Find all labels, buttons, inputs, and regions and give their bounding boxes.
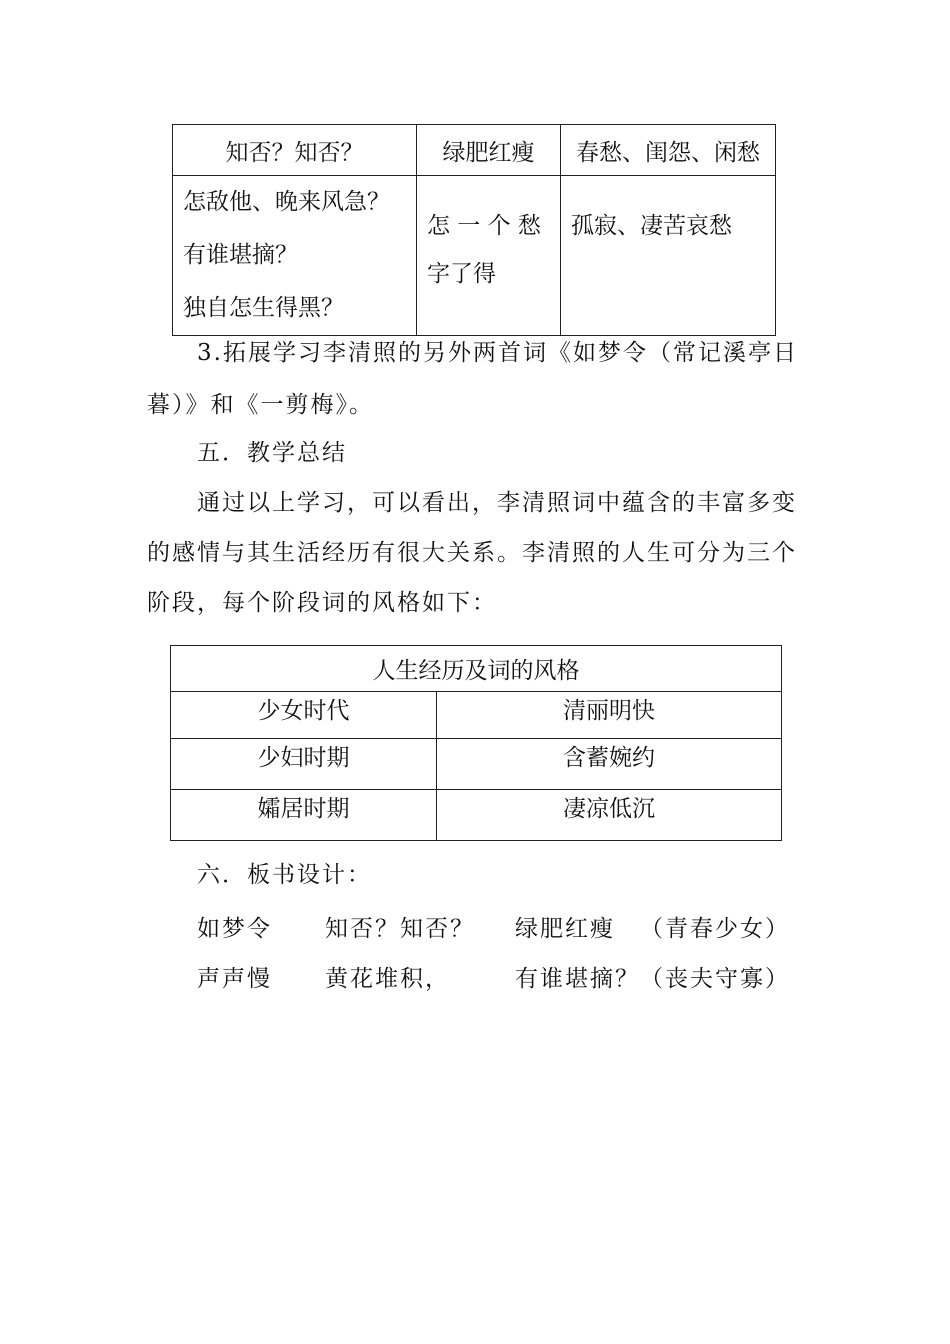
table-row (171, 790, 782, 841)
board-row2-col2: 黄花堆积， (325, 966, 450, 992)
cell-line: 怎 一 个 愁 (427, 213, 541, 239)
cell-text: 凄凉低沉 (563, 796, 655, 822)
style-table (170, 645, 782, 841)
section5-line1: 通过以上学习，可以看出，李清照词中蕴含的丰富多变 (197, 490, 797, 516)
cell-text: 人生经历及词的风格 (372, 658, 580, 684)
table-row (171, 739, 782, 790)
cell-line: 独自怎生得黑？ (183, 295, 344, 321)
section5-line2: 的感情与其生活经历有很大关系。李清照的人生可分为三个 (147, 540, 797, 566)
table-cell (437, 739, 782, 790)
table-cell (171, 692, 437, 739)
table-cell (561, 125, 776, 176)
style-table-title (171, 646, 782, 692)
emotion-table-row (173, 125, 776, 176)
table-cell (417, 125, 561, 176)
emotion-table-row (173, 176, 776, 336)
cell-text: 绿肥红瘦 (442, 139, 535, 166)
table-cell (437, 790, 782, 841)
board-row1-col1: 如梦令 (197, 916, 272, 942)
cell-text: 清丽明快 (563, 698, 655, 724)
table-cell (173, 125, 417, 176)
board-row1-col2: 知否？知否？ (325, 916, 475, 942)
board-row1-col3: 绿肥红瘦 (515, 916, 615, 942)
cell-text: 知否？知否？ (225, 139, 364, 166)
cell-text: 春愁、闺怨、闲愁 (576, 139, 760, 166)
emotion-table (172, 124, 776, 336)
cell-line: 怎敌他、晚来风急？ (183, 189, 390, 215)
item3-line1: 3.拓展学习李清照的另外两首词《如梦令（常记溪亭日 (197, 340, 798, 366)
item3-line2: 暮）》和《一剪梅》。 (147, 392, 374, 418)
cell-line: 孤寂、凄苦哀愁 (571, 213, 732, 239)
style-table-title-row (171, 646, 782, 692)
section5-heading: 五．教学总结 (197, 440, 347, 466)
cell-text: 孀居时期 (257, 796, 350, 822)
section5-line3: 阶段，每个阶段词的风格如下： (147, 590, 497, 616)
cell-line: 字了得 (427, 261, 496, 287)
board-row1-col4: （青春少女） (640, 916, 790, 942)
cell-line: 有谁堪摘？ (183, 242, 298, 268)
cell-text: 少女时代 (257, 698, 350, 724)
table-cell (171, 790, 437, 841)
board-row2-col3: 有谁堪摘？ (515, 966, 640, 992)
table-cell (561, 176, 776, 336)
table-cell (173, 176, 417, 336)
table-cell (417, 176, 561, 336)
cell-text: 含蓄婉约 (563, 745, 655, 771)
section6-heading: 六．板书设计： (197, 862, 372, 888)
table-row (171, 692, 782, 739)
table-cell (437, 692, 782, 739)
cell-text: 少妇时期 (257, 745, 350, 771)
board-row2-col4: （丧夫守寡） (640, 966, 790, 992)
board-row2-col1: 声声慢 (197, 966, 272, 992)
table-cell (171, 739, 437, 790)
